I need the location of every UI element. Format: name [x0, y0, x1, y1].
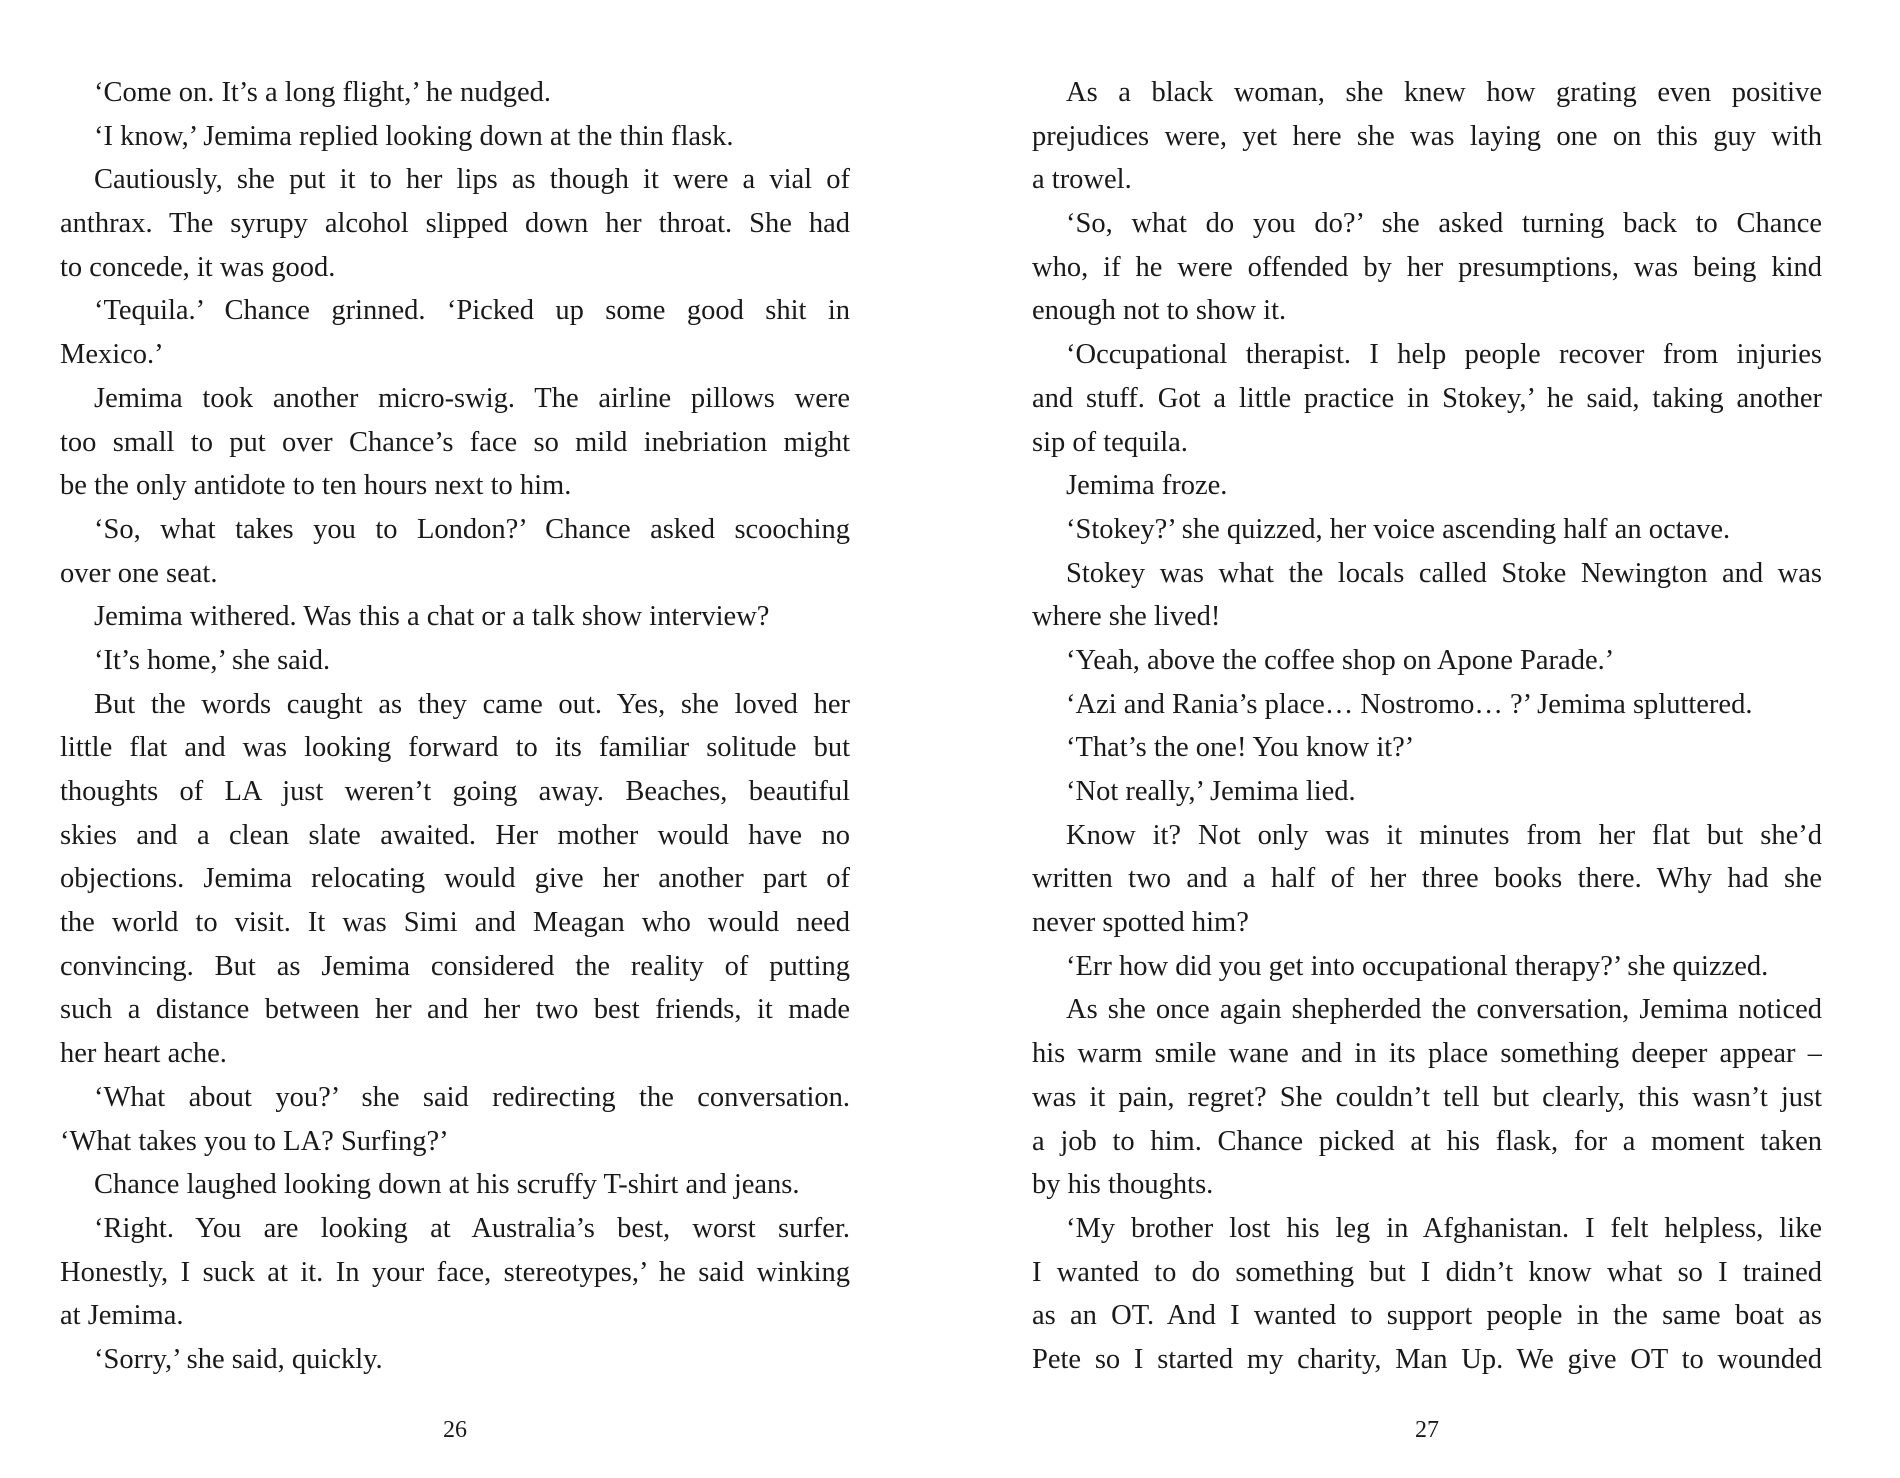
text-line: at Jemima. [60, 1300, 184, 1332]
text-line: I wanted to do something but I didn’t know what so I trained [1032, 1256, 1822, 1288]
text-line: ‘Sorry,’ she said, quickly. [94, 1343, 383, 1375]
page-number-left: 26 [443, 1417, 467, 1443]
text-line: thoughts of LA just weren’t going away. Beaches, beautiful [60, 776, 850, 807]
right-page-body [1032, 71, 1822, 1382]
text-line: Cautiously, she put it to her lips as though it were a vial of [94, 164, 850, 196]
text-line: where she lived! [1032, 601, 1221, 633]
text-line: ‘Yeah, above the coffee shop on Apone Parade.’ [1066, 644, 1615, 676]
text-line: Jemima froze. [1066, 470, 1228, 502]
text-line: ‘Come on. It’s a long flight,’ he nudged. [94, 77, 551, 108]
text-line: by his thoughts. [1032, 1169, 1214, 1201]
text-line: a trowel. [1032, 164, 1132, 196]
text-line: a job to him. Chance picked at his flask, for a moment taken [1032, 1125, 1822, 1157]
text-line: convincing. But as Jemima considered the reality of putting [60, 950, 850, 982]
right-page [1032, 0, 1822, 1478]
text-line: her heart ache. [60, 1038, 227, 1070]
text-line: as an OT. And I wanted to support people in the same boat as [1032, 1300, 1822, 1332]
text-line: ‘I know,’ Jemima replied looking down at the thin flask. [94, 120, 734, 152]
text-line: little flat and was looking forward to its familiar solitude but [60, 732, 850, 764]
text-line: ‘It’s home,’ she said. [94, 644, 331, 676]
text-line: ‘Right. You are looking at Australia’s best, worst surfer. [94, 1212, 850, 1244]
left-page-body [60, 71, 850, 1382]
text-line: Jemima withered. Was this a chat or a talk show interview? [94, 601, 770, 633]
text-line: and stuff. Got a little practice in Stokey,’ he said, taking another [1032, 382, 1822, 414]
text-line: ‘Stokey?’ she quizzed, her voice ascending half an octave. [1066, 513, 1731, 545]
text-line: written two and a half of her three books there. Why had she [1032, 863, 1822, 895]
text-line: the world to visit. It was Simi and Meagan who would need [60, 907, 850, 939]
text-line: ‘What takes you to LA? Surfing?’ [60, 1125, 449, 1157]
text-line: ‘So, what takes you to London?’ Chance asked scooching [94, 513, 850, 545]
left-page [60, 0, 850, 1478]
text-line: ‘Occupational therapist. I help people recover from injuries [1066, 339, 1822, 371]
text-line: As she once again shepherded the conversation, Jemima noticed [1066, 994, 1822, 1026]
text-line: to concede, it was good. [60, 251, 336, 283]
text-line: Jemima took another micro-swig. The airline pillows were [94, 382, 850, 414]
text-line: ‘That’s the one! You know it?’ [1066, 732, 1415, 764]
text-line: ‘Err how did you get into occupational therapy?’ she quizzed. [1066, 950, 1769, 982]
text-line: never spotted him? [1032, 907, 1249, 939]
text-line: his warm smile wane and in its place something deeper appear – [1032, 1038, 1822, 1070]
text-line: Stokey was what the locals called Stoke Newington and was [1066, 557, 1822, 589]
text-line: be the only antidote to ten hours next to him. [60, 470, 572, 502]
text-line: ‘What about you?’ she said redirecting the conversation. [94, 1081, 850, 1113]
text-line: ‘My brother lost his leg in Afghanistan. I felt helpless, like [1066, 1212, 1822, 1244]
page-number-right: 27 [1415, 1417, 1439, 1443]
text-line: prejudices were, yet here she was laying one on this guy with [1032, 120, 1822, 152]
text-line: ‘Tequila.’ Chance grinned. ‘Picked up some good shit in [94, 295, 850, 327]
text-line: ‘So, what do you do?’ she asked turning back to Chance [1066, 208, 1822, 240]
text-line: Honestly, I suck at it. In your face, stereotypes,’ he said winking [60, 1256, 850, 1288]
text-line: But the words caught as they came out. Yes, she loved her [94, 688, 850, 720]
text-line: over one seat. [60, 557, 218, 589]
text-line: was it pain, regret? She couldn’t tell but clearly, this wasn’t just [1032, 1081, 1822, 1113]
text-line: ‘Not really,’ Jemima lied. [1066, 776, 1356, 807]
text-line: too small to put over Chance’s face so mild inebriation might [60, 426, 850, 458]
text-line: who, if he were offended by her presumptions, was being kind [1032, 251, 1822, 283]
text-line: enough not to show it. [1032, 295, 1287, 327]
text-line: As a black woman, she knew how grating even positive [1066, 77, 1822, 108]
text-line: skies and a clean slate awaited. Her mother would have no [60, 819, 850, 851]
text-line: Chance laughed looking down at his scruffy T-shirt and jeans. [94, 1169, 800, 1201]
text-line: such a distance between her and her two best friends, it made [60, 994, 850, 1026]
text-line: objections. Jemima relocating would give her another part of [60, 863, 850, 895]
text-line: Know it? Not only was it minutes from her flat but she’d [1066, 819, 1822, 851]
text-line: Mexico.’ [60, 339, 164, 371]
text-line: ‘Azi and Rania’s place… Nostromo… ?’ Jemima spluttered. [1066, 688, 1753, 720]
text-line: sip of tequila. [1032, 426, 1188, 458]
text-line: anthrax. The syrupy alcohol slipped down her throat. She had [60, 208, 850, 240]
text-line: Pete so I started my charity, Man Up. We give OT to wounded [1032, 1343, 1822, 1375]
